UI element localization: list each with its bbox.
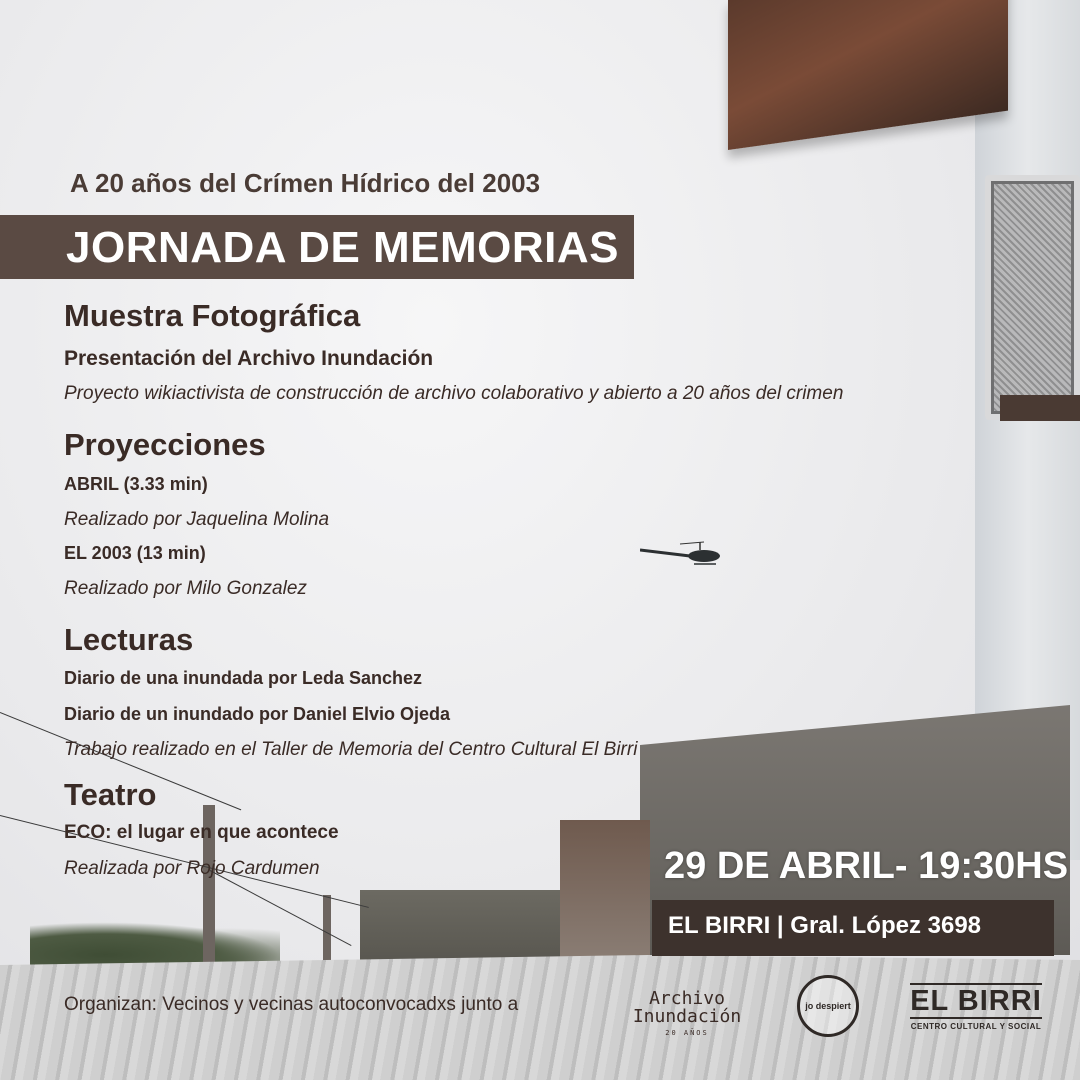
proyeccion-title: ABRIL (3.33 min): [64, 474, 208, 494]
section-heading-lecturas: Lecturas: [64, 622, 194, 657]
helicopter-icon: [640, 540, 720, 568]
event-date: 29 DE ABRIL- 19:30HS: [664, 845, 1069, 887]
section-heading-proyecciones: Proyecciones: [64, 427, 266, 462]
archivo-logo-line2: Inundación: [632, 1006, 742, 1027]
page-title: JORNADA DE MEMORIAS: [66, 223, 620, 272]
proyeccion-credit: Realizado por Milo Gonzalez: [64, 578, 307, 599]
low-building: [360, 890, 560, 965]
proyeccion-credit: Realizado por Jaquelina Molina: [64, 509, 330, 530]
section-heading-teatro: Teatro: [64, 777, 157, 812]
air-conditioner: [985, 175, 1080, 420]
el-birri-logo: [910, 983, 1042, 1031]
teatro-title: ECO: el lugar en que acontece: [64, 822, 339, 843]
section-heading-muestra: Muestra Fotográfica: [64, 298, 361, 333]
event-venue: EL BIRRI | Gral. López 3698: [668, 912, 982, 939]
lectura-item: Diario de una inundada por Leda Sanchez: [64, 668, 423, 688]
event-subtitle: A 20 años del Crímen Hídrico del 2003: [70, 168, 541, 198]
lectura-item: Diario de un inundado por Daniel Elvio Ojeda: [64, 704, 451, 724]
el-birri-logo-main: EL BIRRI: [910, 985, 1042, 1017]
archivo-inundacion-logo: [622, 990, 752, 1037]
el-birri-logo-sub: CENTRO CULTURAL Y SOCIAL: [910, 1022, 1042, 1031]
jo-despierto-logo: [797, 975, 859, 1037]
muestra-presentation: Presentación del Archivo Inundación: [64, 347, 434, 370]
muestra-description: Proyecto wikiactivista de construcción de archivo colaborativo y abierto a 20 años del crimen: [64, 383, 844, 404]
proyeccion-title: EL 2003 (13 min): [64, 543, 206, 563]
teatro-credit: Realizada por Rojo Cardumen: [64, 858, 320, 879]
jo-despierto-logo-text: jo despiert: [805, 1001, 851, 1011]
organizers-text: Organizan: Vecinos y vecinas autoconvocadxs junto a: [64, 994, 519, 1015]
archivo-logo-line1: Archivo: [649, 988, 725, 1009]
house: [560, 820, 650, 960]
air-conditioner-shelf: [1000, 395, 1080, 421]
lecturas-note: Trabajo realizado en el Taller de Memoria del Centro Cultural El Birri: [64, 739, 638, 760]
archivo-logo-line3: 20 AÑOS: [665, 1029, 709, 1037]
